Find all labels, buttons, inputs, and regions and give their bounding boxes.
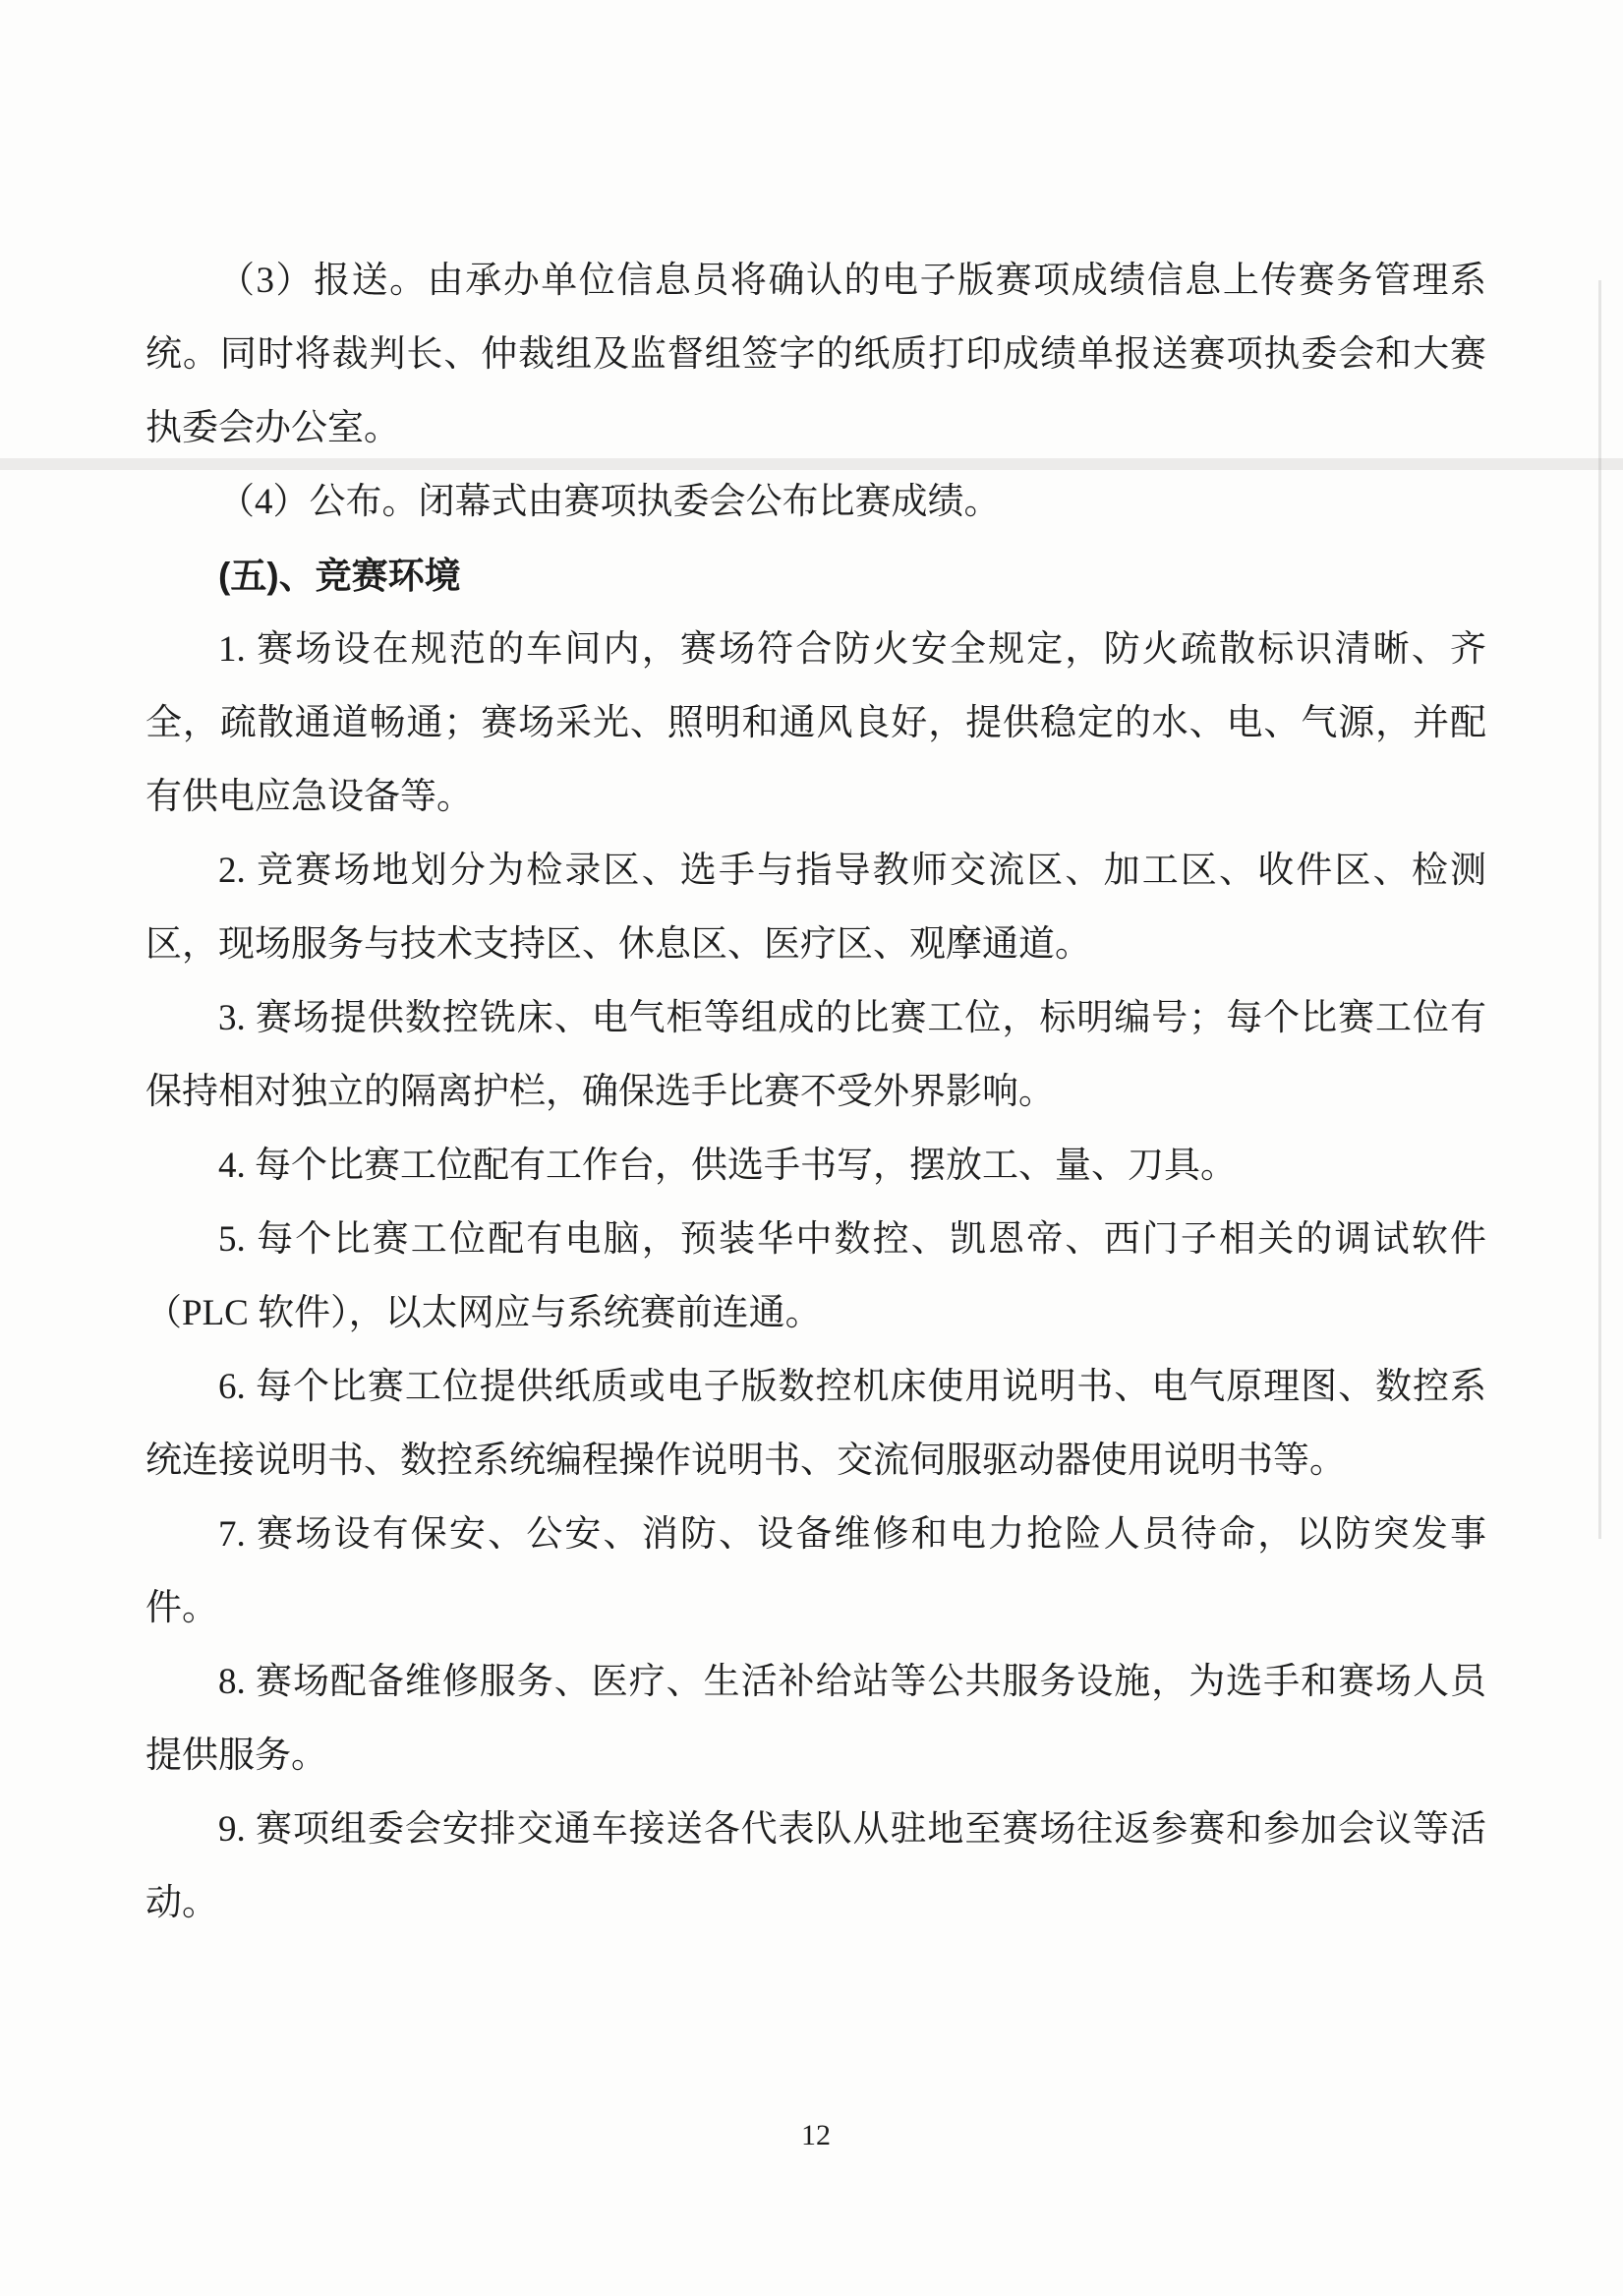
list-item-2-venue-zones: 2. 竞赛场地划分为检录区、选手与指导教师交流区、加工区、收件区、检测区，现场服务与技术支持区、休息区、医疗区、观摩通道。 [145,851,1486,965]
page-number: 12 [801,2119,831,2151]
document-body [145,244,1486,1940]
list-item-6-manuals: 6. 每个比赛工位提供纸质或电子版数控机床使用说明书、电气原理图、数控系统连接说明书、数控系统编程操作说明书、交流伺服驱动器使用说明书等。 [145,1367,1486,1481]
list-item-1-venue-safety: 1. 赛场设在规范的车间内，赛场符合防火安全规定，防火疏散标识清晰、齐全，疏散通道畅通；赛场采光、照明和通风良好，提供稳定的水、电、气源，并配有供电应急设备等。 [145,629,1486,817]
section-heading-competition-environment: (五)、竞赛环境 [218,556,461,596]
list-item-7-security-staff: 7. 赛场设有保安、公安、消防、设备维修和电力抢险人员待命，以防突发事件。 [145,1514,1486,1628]
list-item-5-computers-software: 5. 每个比赛工位配有电脑，预装华中数控、凯恩帝、西门子相关的调试软件（PLC 软件），以太网应与系统赛前连通。 [145,1219,1486,1333]
list-item-9-shuttle-transport: 9. 赛项组委会安排交通车接送各代表队从驻地至赛场往返参赛和参加会议等活动。 [145,1809,1486,1923]
scan-artifact-line [1598,280,1601,1539]
list-item-3-workstations: 3. 赛场提供数控铣床、电气柜等组成的比赛工位，标明编号；每个比赛工位有保持相对独立的隔离护栏，确保选手比赛不受外界影响。 [145,998,1486,1112]
list-item-4-workbench: 4. 每个比赛工位配有工作台，供选手书写，摆放工、量、刀具。 [218,1146,1237,1186]
paragraph-report-submission: （3）报送。由承办单位信息员将确认的电子版赛项成绩信息上传赛务管理系统。同时将裁判长、仲裁组及监督组签字的纸质打印成绩单报送赛项执委会和大赛执委会办公室。 [145,261,1486,448]
list-item-8-public-services: 8. 赛场配备维修服务、医疗、生活补给站等公共服务设施，为选手和赛场人员提供服务。 [145,1662,1486,1776]
paragraph-results-announcement: （4）公布。闭幕式由赛项执委会公布比赛成绩。 [218,482,1001,522]
